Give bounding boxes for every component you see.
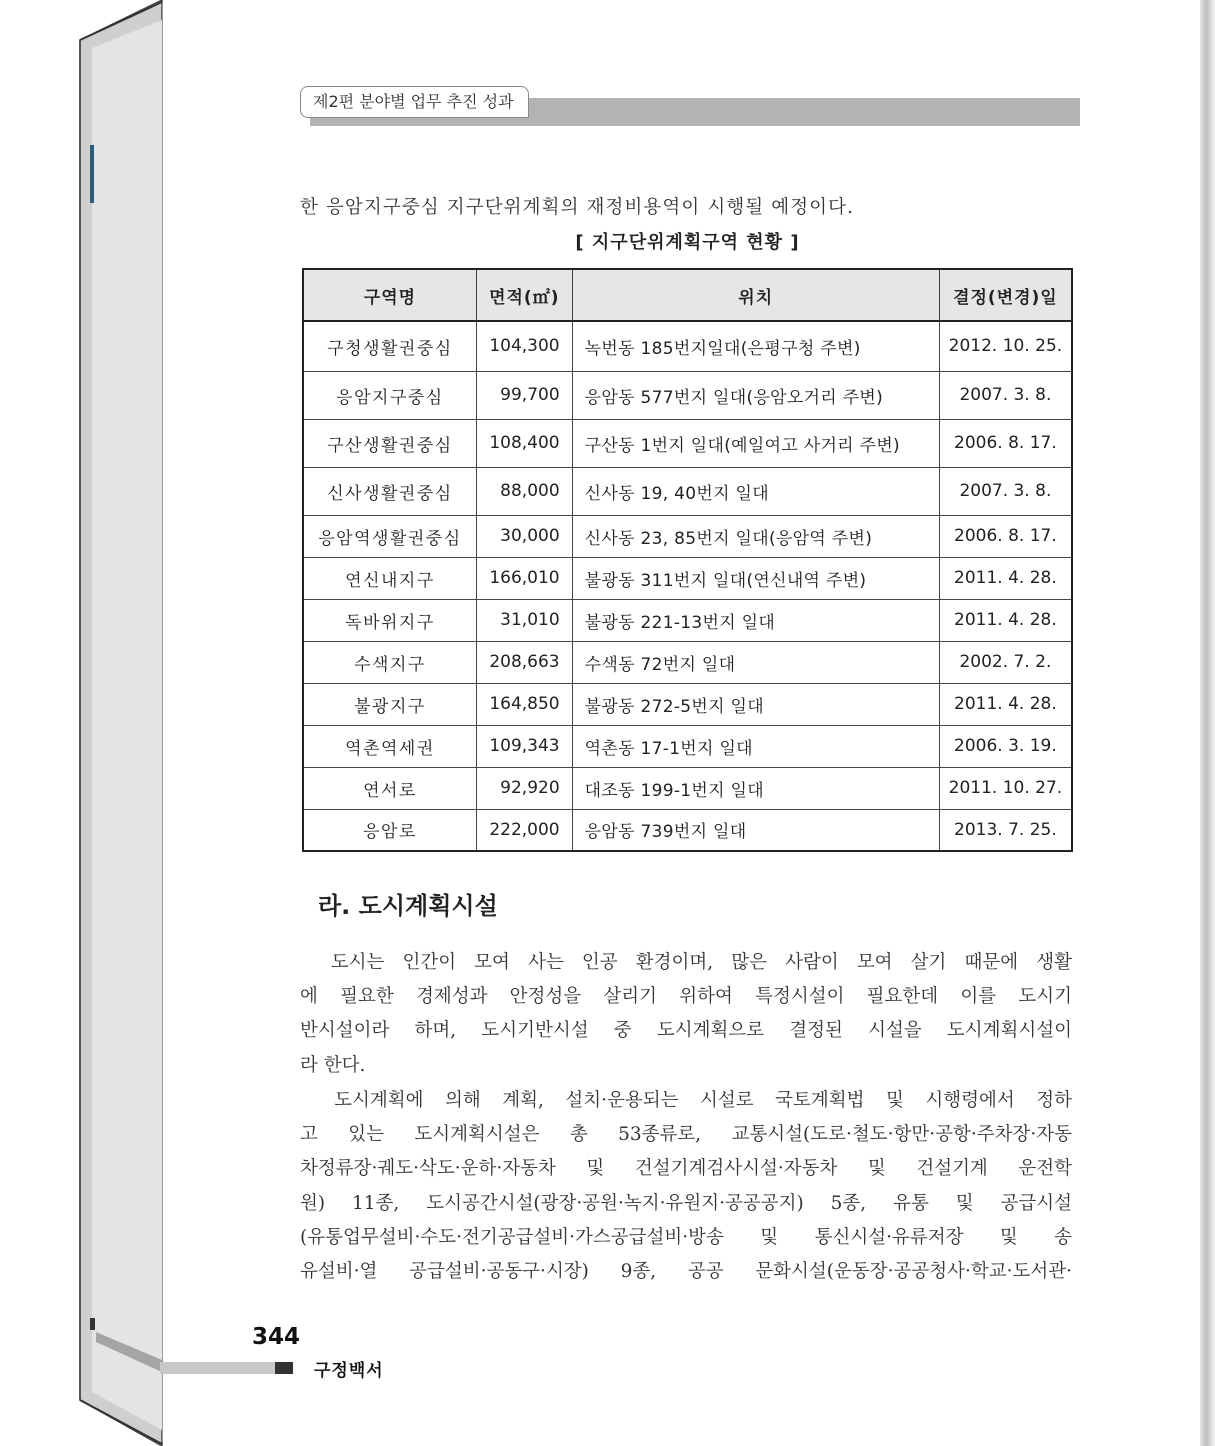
paragraph-line: 도시는 인간이 모여 사는 인공 환경이며, 많은 사람이 모여 살기 때문에 생활 bbox=[300, 952, 1072, 973]
cell-zone-name: 역촌역세권 bbox=[303, 725, 476, 767]
cell-decision-date: 2012. 10. 25. bbox=[939, 321, 1072, 371]
cell-decision-date: 2013. 7. 25. bbox=[939, 809, 1072, 851]
table-row bbox=[303, 557, 1072, 599]
paragraph-line: 도시계획에 의해 계획, 설치·운용되는 시설로 국토계획법 및 시행령에서 정하 bbox=[300, 1090, 1072, 1111]
paragraph-line: 고 있는 도시계획시설은 총 53종류로, 교통시설(도로·철도·항만·공항·주차장·자동 bbox=[300, 1124, 1072, 1146]
book-spine-graphic bbox=[0, 0, 170, 1446]
cell-decision-date: 2002. 7. 2. bbox=[939, 641, 1072, 683]
cell-zone-name: 응암지구중심 bbox=[303, 371, 476, 419]
cell-location: 불광동 221-13번지 일대 bbox=[572, 599, 939, 641]
cell-location: 역촌동 17-1번지 일대 bbox=[572, 725, 939, 767]
cell-area: 109,343 bbox=[476, 725, 572, 767]
cell-location: 응암동 577번지 일대(응암오거리 주변) bbox=[572, 371, 939, 419]
cell-zone-name: 구산생활권중심 bbox=[303, 419, 476, 467]
cell-zone-name: 독바위지구 bbox=[303, 599, 476, 641]
footer-bar bbox=[160, 1362, 275, 1374]
cell-decision-date: 2011. 10. 27. bbox=[939, 767, 1072, 809]
cell-area: 31,010 bbox=[476, 599, 572, 641]
footer-marker bbox=[275, 1362, 293, 1374]
section-heading: 라. 도시계획시설 bbox=[318, 892, 498, 920]
column-header-location: 위치 bbox=[572, 269, 939, 321]
cell-location: 불광동 272-5번지 일대 bbox=[572, 683, 939, 725]
table-row bbox=[303, 515, 1072, 557]
cell-zone-name: 연신내지구 bbox=[303, 557, 476, 599]
paragraph-line: 유설비·열 공급설비·공동구·시장) 9종, 공공 문화시설(운동장·공공청사·학교·도서관· bbox=[300, 1261, 1072, 1283]
cell-location: 신사동 19, 40번지 일대 bbox=[572, 467, 939, 515]
table-row bbox=[303, 683, 1072, 725]
cell-location: 불광동 311번지 일대(연신내역 주변) bbox=[572, 557, 939, 599]
table-header-row bbox=[303, 269, 1072, 321]
footer-book-title: 구정백서 bbox=[314, 1361, 384, 1381]
cell-zone-name: 응암역생활권중심 bbox=[303, 515, 476, 557]
cell-zone-name: 연서로 bbox=[303, 767, 476, 809]
cell-location: 대조동 199-1번지 일대 bbox=[572, 767, 939, 809]
cell-zone-name: 신사생활권중심 bbox=[303, 467, 476, 515]
cell-zone-name: 응암로 bbox=[303, 809, 476, 851]
table-row bbox=[303, 599, 1072, 641]
district-plan-table bbox=[302, 268, 1073, 852]
cell-location: 신사동 23, 85번지 일대(응암역 주변) bbox=[572, 515, 939, 557]
column-header-area: 면적(㎡) bbox=[476, 269, 572, 321]
cell-zone-name: 불광지구 bbox=[303, 683, 476, 725]
cell-area: 99,700 bbox=[476, 371, 572, 419]
paragraph-line: 원) 11종, 도시공간시설(광장·공원·녹지·유원지·공공공지) 5종, 유통 및 공급시설 bbox=[300, 1192, 1072, 1214]
cell-area: 30,000 bbox=[476, 515, 572, 557]
cell-area: 222,000 bbox=[476, 809, 572, 851]
column-header-name: 구역명 bbox=[303, 269, 476, 321]
table-body bbox=[303, 321, 1072, 851]
cell-location: 녹번동 185번지일대(은평구청 주변) bbox=[572, 321, 939, 371]
cell-area: 104,300 bbox=[476, 321, 572, 371]
page-edge-shadow bbox=[1200, 0, 1215, 1446]
column-header-date: 결정(변경)일 bbox=[939, 269, 1072, 321]
table-row bbox=[303, 641, 1072, 683]
paragraph-line: 라 한다. bbox=[300, 1054, 366, 1076]
table-row bbox=[303, 767, 1072, 809]
cell-decision-date: 2006. 8. 17. bbox=[939, 419, 1072, 467]
table-title: [ 지구단위계획구역 현황 ] bbox=[575, 232, 800, 253]
cell-area: 164,850 bbox=[476, 683, 572, 725]
cell-decision-date: 2011. 4. 28. bbox=[939, 683, 1072, 725]
body-paragraph-1 bbox=[300, 946, 1072, 1083]
cell-decision-date: 2007. 3. 8. bbox=[939, 467, 1072, 515]
paragraph-line: 반시설이라 하며, 도시기반시설 중 도시계획으로 결정된 시설을 도시계획시설이 bbox=[300, 1020, 1072, 1042]
body-paragraph-2 bbox=[300, 1084, 1072, 1289]
chapter-header-tab: 제2편 분야별 업무 추진 성과 bbox=[300, 86, 529, 118]
intro-text: 한 응암지구중심 지구단위계획의 재정비용역이 시행될 예정이다. bbox=[300, 197, 855, 218]
cell-zone-name: 수색지구 bbox=[303, 641, 476, 683]
cell-location: 수색동 72번지 일대 bbox=[572, 641, 939, 683]
cell-decision-date: 2011. 4. 28. bbox=[939, 599, 1072, 641]
cell-location: 응암동 739번지 일대 bbox=[572, 809, 939, 851]
paragraph-line: (유통업무설비·수도·전기공급설비·가스공급설비·방송 및 통신시설·유류저장 및 송 bbox=[300, 1226, 1072, 1248]
cell-area: 108,400 bbox=[476, 419, 572, 467]
cell-location: 구산동 1번지 일대(예일여고 사거리 주변) bbox=[572, 419, 939, 467]
cell-decision-date: 2006. 8. 17. bbox=[939, 515, 1072, 557]
paragraph-line: 차정류장·궤도·삭도·운하·자동차 및 건설기계검사시설·자동차 및 건설기계 운전학 bbox=[300, 1158, 1072, 1180]
table-row bbox=[303, 321, 1072, 371]
table-row bbox=[303, 467, 1072, 515]
table-row bbox=[303, 809, 1072, 851]
cell-zone-name: 구청생활권중심 bbox=[303, 321, 476, 371]
cell-area: 166,010 bbox=[476, 557, 572, 599]
table-row bbox=[303, 371, 1072, 419]
cell-area: 208,663 bbox=[476, 641, 572, 683]
page-number: 344 bbox=[252, 1324, 301, 1350]
table-row bbox=[303, 419, 1072, 467]
cell-area: 88,000 bbox=[476, 467, 572, 515]
table-row bbox=[303, 725, 1072, 767]
cell-area: 92,920 bbox=[476, 767, 572, 809]
cell-decision-date: 2006. 3. 19. bbox=[939, 725, 1072, 767]
cell-decision-date: 2007. 3. 8. bbox=[939, 371, 1072, 419]
paragraph-line: 에 필요한 경제성과 안정성을 살리기 위하여 특정시설이 필요한데 이를 도시기 bbox=[300, 986, 1072, 1008]
cell-decision-date: 2011. 4. 28. bbox=[939, 557, 1072, 599]
